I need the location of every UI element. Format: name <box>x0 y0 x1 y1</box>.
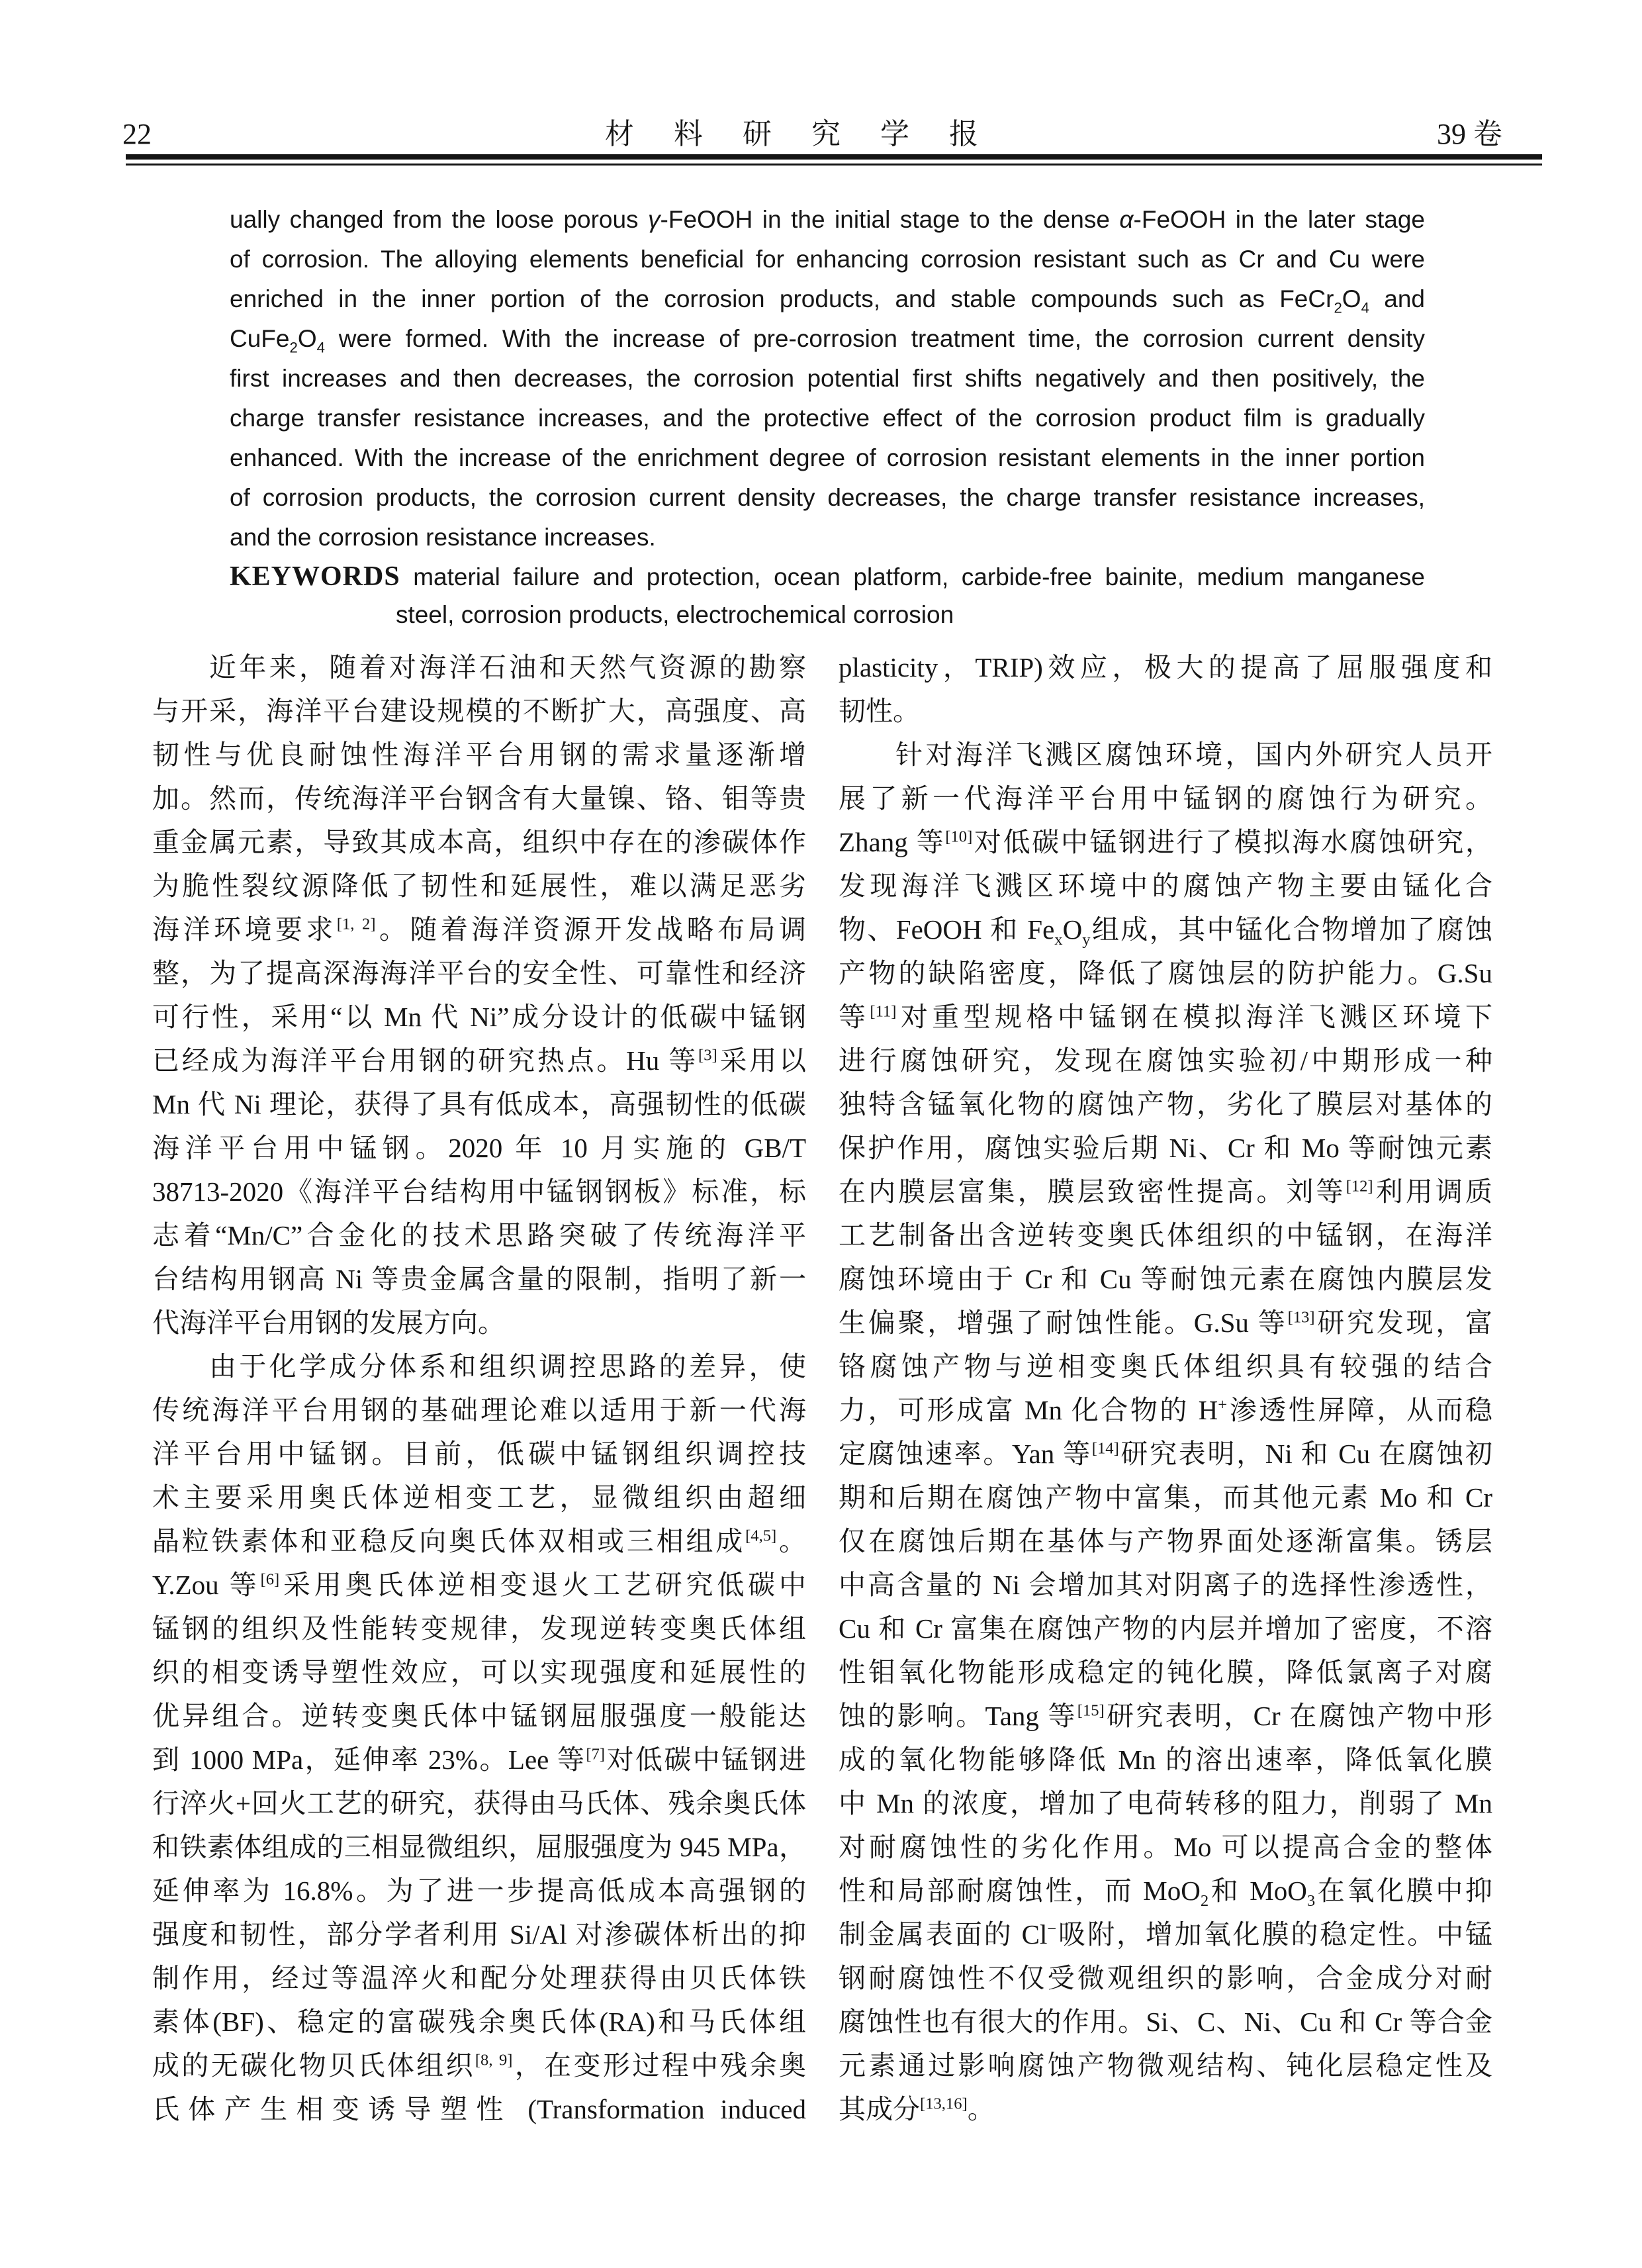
page-number: 22 <box>122 118 152 150</box>
text-line: 物、FeOOH 和 $Fe_xO_y$组成，其中锰化合物增加了腐蚀 <box>839 914 1492 949</box>
text-line: 强度和韧性，部分学者利用 Si/Al 对渗碳体析出的抑 <box>152 1919 806 1950</box>
text-line: 海洋环境要求[1, 2]。随着海洋资源开发战略布局调 <box>152 914 806 945</box>
text-line: 传统海洋平台用钢的基础理论难以适用于新一代海 <box>152 1395 806 1425</box>
text-line: 对耐腐蚀性的劣化作用。Mo 可以提高合金的整体 <box>839 1832 1492 1862</box>
text-line: Y.Zou 等[6]采用奥氏体逆相变退火工艺研究低碳中 <box>152 1570 806 1600</box>
text-line: 加。然而，传统海洋平台钢含有大量镍、铬、钼等贵 <box>152 783 806 814</box>
abstract-line: and the corrosion resistance increases. <box>230 524 656 551</box>
text-line: 已经成为海洋平台用钢的研究热点。Hu 等[3]采用以 <box>152 1045 806 1076</box>
text-line: 腐蚀性也有很大的作用。Si、C、Ni、Cu 和 Cr 等合金 <box>839 2007 1492 2037</box>
text-line: 进行腐蚀研究，发现在腐蚀实验初/中期形成一种 <box>839 1045 1492 1076</box>
text-line: 蚀的影响。Tang 等[15]研究表明，Cr 在腐蚀产物中形 <box>839 1701 1492 1731</box>
keywords-line-2: steel, corrosion products, electrochemical corrosion <box>396 601 954 628</box>
text-line: 由于化学成分体系和组织调控思路的差异，使 <box>209 1351 806 1382</box>
text-line: 延伸率为 16.8%。为了进一步提高低成本高强钢的 <box>152 1875 806 1906</box>
right-column <box>839 645 1492 2131</box>
text-line: 近年来，随着对海洋石油和天然气资源的勘察 <box>209 652 806 683</box>
text-line: 制金属表面的 Cl−吸附，增加氧化膜的稳定性。中锰 <box>839 1919 1492 1950</box>
header-rule-thick <box>126 154 1542 160</box>
volume-label: 39 卷 <box>1437 118 1502 150</box>
text-line: 力，可形成富 Mn 化合物的 H+渗透性屏障，从而稳 <box>839 1395 1492 1425</box>
text-line: 志着“Mn/C”合金化的技术思路突破了传统海洋平 <box>152 1220 806 1251</box>
abstract-line: charge transfer resistance increases, and the protective effect of the corrosion product film is gradually <box>230 404 1425 432</box>
keywords-label: KEYWORDS <box>230 561 400 592</box>
text-line: 与开采，海洋平台建设规模的不断扩大，高强度、高 <box>152 696 806 726</box>
text-line: 在内膜层富集，膜层致密性提高。刘等[12]利用调质 <box>839 1176 1492 1207</box>
text-line: 独特含锰氧化物的腐蚀产物，劣化了膜层对基体的 <box>839 1089 1492 1119</box>
text-line: 腐蚀环境由于 Cr 和 Cu 等耐蚀元素在腐蚀内膜层发 <box>839 1264 1492 1294</box>
text-line: 韧性。 <box>839 696 920 726</box>
text-line: 行淬火+回火工艺的研究，获得由马氏体、残余奥氏体 <box>152 1788 806 1819</box>
text-line: 氏体产生相变诱导塑性 (Transformation induced <box>152 2094 806 2124</box>
text-line: 素体(BF)、稳定的富碳残余奥氏体(RA)和马氏体组 <box>152 2007 806 2037</box>
abstract-line: $CuFe_2O_4$ were formed. With the increase of pre-corrosion treatment time, the corrosion current density <box>230 325 1425 356</box>
text-line: 优异组合。逆转变奥氏体中锰钢屈服强度一般能达 <box>152 1701 806 1731</box>
abstract-continuation <box>230 200 1425 557</box>
abstract-line: enhanced. With the increase of the enrichment degree of corrosion resistant elements in the inner portion <box>230 444 1425 471</box>
text-line: Zhang 等[10]对低碳中锰钢进行了模拟海水腐蚀研究， <box>839 827 1492 857</box>
text-line: 工艺制备出含逆转变奥氏体组织的中锰钢，在海洋 <box>839 1220 1492 1251</box>
text-line: 晶粒铁素体和亚稳反向奥氏体双相或三相组成[4,5]。 <box>152 1526 806 1556</box>
text-line: 织的相变诱导塑性效应，可以实现强度和延展性的 <box>152 1657 806 1687</box>
text-line: 海洋平台用中锰钢。2020 年 10 月实施的 GB/T <box>152 1133 806 1163</box>
text-line: 成的氧化物能够降低 Mn 的溶出速率，降低氧化膜 <box>839 1744 1492 1775</box>
keywords-text: material failure and protection, ocean platform, carbide-free bainite, medium manganese <box>413 563 1425 591</box>
text-line: 可行性，采用“以 Mn 代 Ni”成分设计的低碳中锰钢 <box>152 1002 806 1032</box>
text-line: 洋平台用中锰钢。目前，低碳中锰钢组织调控技 <box>152 1439 806 1469</box>
abstract-line: enriched in the inner portion of the corrosion products, and stable compounds such as $FeCr_2O_4$ and <box>230 285 1425 316</box>
text-line: 其成分[13,16]。 <box>839 2094 995 2124</box>
text-line: 展了新一代海洋平台用中锰钢的腐蚀行为研究。 <box>839 783 1492 814</box>
text-line: 性和局部耐腐蚀性，而 MoO$_2$和 MoO$_3$在氧化膜中抑 <box>839 1875 1492 1911</box>
page-header <box>122 110 1502 152</box>
abstract-line: of corrosion products, the corrosion current density decreases, the charge transfer resistance increases, <box>230 484 1425 511</box>
text-line: 整，为了提高深海海洋平台的安全性、可靠性和经济 <box>152 958 806 988</box>
text-line: 为脆性裂纹源降低了韧性和延展性，难以满足恶劣 <box>152 871 806 901</box>
text-line: Cu 和 Cr 富集在腐蚀产物的内层并增加了密度，不溶 <box>839 1613 1492 1644</box>
text-line: 保护作用，腐蚀实验后期 Ni、Cr 和 Mo 等耐蚀元素 <box>839 1133 1492 1163</box>
text-line: 生偏聚，增强了耐蚀性能。G.Su 等[13]研究发现，富 <box>839 1307 1492 1338</box>
text-line: 性钼氧化物能形成稳定的钝化膜，降低氯离子对腐 <box>839 1657 1492 1687</box>
journal-title: 材 料 研 究 学 报 <box>605 118 983 150</box>
text-line: 钢耐腐蚀性不仅受微观组织的影响，合金成分对耐 <box>839 1963 1492 1993</box>
keywords-block <box>230 557 1425 634</box>
text-line: 韧性与优良耐蚀性海洋平台用钢的需求量逐渐增 <box>152 739 806 770</box>
text-line: 和铁素体组成的三相显微组织，屈服强度为 945 MPa， <box>152 1832 806 1862</box>
abstract-line: ually changed from the loose porous γ-FeOOH in the initial stage to the dense α-FeOOH in the later stage <box>230 206 1425 233</box>
text-line: plasticity，TRIP)效应，极大的提高了屈服强度和 <box>839 652 1492 683</box>
text-line: 到 1000 MPa，延伸率 23%。Lee 等[7]对低碳中锰钢进 <box>152 1744 806 1775</box>
text-line: 台结构用钢高 Ni 等贵金属含量的限制，指明了新一 <box>152 1264 806 1294</box>
text-line: 等[11]对重型规格中锰钢在模拟海洋飞溅区环境下 <box>839 1002 1492 1032</box>
text-line: 发现海洋飞溅区环境中的腐蚀产物主要由锰化合 <box>839 871 1492 901</box>
text-line: 期和后期在腐蚀产物中富集，而其他元素 Mo 和 Cr <box>839 1482 1492 1513</box>
keywords-line-1 <box>230 557 1425 596</box>
text-line: 38713-2020《海洋平台结构用中锰钢钢板》标准，标 <box>152 1176 806 1207</box>
text-line: 元素通过影响腐蚀产物微观结构、钝化层稳定性及 <box>839 2050 1492 2081</box>
header-rule-thin <box>126 164 1542 165</box>
text-line: 定腐蚀速率。Yan 等[14]研究表明，Ni 和 Cu 在腐蚀初 <box>839 1439 1492 1469</box>
text-line: 术主要采用奥氏体逆相变工艺，显微组织由超细 <box>152 1482 806 1513</box>
abstract-line: of corrosion. The alloying elements beneficial for enhancing corrosion resistant such as Cr and Cu were <box>230 246 1425 273</box>
text-line: 代海洋平台用钢的发展方向。 <box>152 1307 505 1338</box>
text-line: 锰钢的组织及性能转变规律，发现逆转变奥氏体组 <box>152 1613 806 1644</box>
text-line: 成的无碳化物贝氏体组织[8, 9]，在变形过程中残余奥 <box>152 2050 806 2081</box>
text-line: 仅在腐蚀后期在基体与产物界面处逐渐富集。锈层 <box>839 1526 1492 1556</box>
text-line: 铬腐蚀产物与逆相变奥氏体组织具有较强的结合 <box>839 1351 1492 1382</box>
left-column <box>152 645 806 2131</box>
text-line: 中高含量的 Ni 会增加其对阴离子的选择性渗透性， <box>839 1570 1492 1600</box>
abstract-line: first increases and then decreases, the corrosion potential first shifts negatively and then positively, the <box>230 365 1425 392</box>
text-line: 中 Mn 的浓度，增加了电荷转移的阻力，削弱了 Mn <box>839 1788 1492 1819</box>
text-line: 针对海洋飞溅区腐蚀环境，国内外研究人员开 <box>895 739 1492 770</box>
text-line: 制作用，经过等温淬火和配分处理获得由贝氏体铁 <box>152 1963 806 1993</box>
text-line: 重金属元素，导致其成本高，组织中存在的渗碳体作 <box>152 827 806 857</box>
text-line: Mn 代 Ni 理论，获得了具有低成本，高强韧性的低碳 <box>152 1089 806 1119</box>
text-line: 产物的缺陷密度，降低了腐蚀层的防护能力。G.Su <box>839 958 1492 988</box>
